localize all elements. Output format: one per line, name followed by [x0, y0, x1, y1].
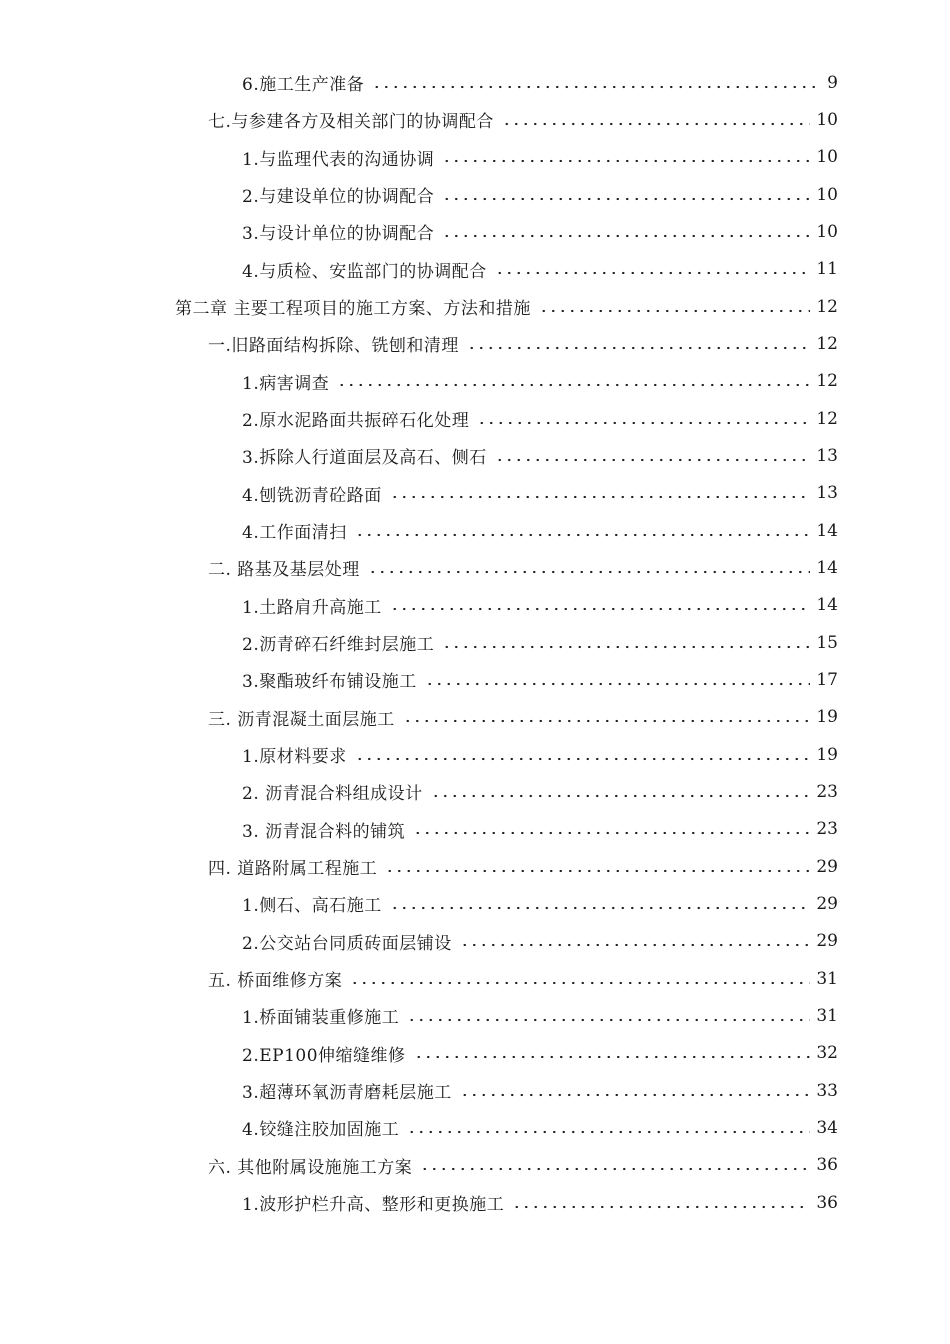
toc-entry-page-number: 29 — [816, 856, 838, 877]
dot-leader — [467, 346, 810, 350]
toc-entry-page-number: 36 — [816, 1155, 838, 1176]
dot-leader — [390, 906, 811, 910]
toc-entry-page-number: 12 — [816, 333, 838, 354]
toc-entry-page-number: 14 — [816, 595, 838, 616]
dot-leader — [460, 1093, 811, 1097]
toc-entry-page-number: 23 — [816, 781, 838, 802]
toc-entry-title: 第二章 主要工程项目的施工方案、方法和措施 — [175, 299, 531, 320]
toc-entry-page-number: 29 — [816, 893, 838, 914]
toc-entry-page-number: 29 — [816, 931, 838, 952]
toc-entry-page-number: 14 — [816, 557, 838, 578]
toc-entry-page-number: 10 — [816, 147, 838, 168]
toc-entry[interactable] — [0, 325, 950, 362]
toc-entry-title: 3.与设计单位的协调配合 — [242, 224, 435, 245]
toc-entry-title: 1.病害调查 — [242, 373, 330, 394]
dot-leader — [385, 869, 810, 873]
dot-leader — [442, 159, 810, 163]
dot-leader — [403, 719, 811, 723]
toc-entry-title: 2.沥青碎石纤维封层施工 — [242, 635, 435, 656]
dot-leader — [355, 757, 811, 761]
dot-leader — [337, 383, 810, 387]
toc-entry-title: 五. 桥面维修方案 — [208, 971, 343, 992]
toc-entry[interactable] — [0, 437, 950, 474]
toc-entry-title: 2.原水泥路面共振碎石化处理 — [242, 411, 470, 432]
toc-entry-page-number: 11 — [816, 259, 838, 280]
toc-entry-page-number: 10 — [816, 109, 838, 130]
toc-entry-title: 2.与建设单位的协调配合 — [242, 187, 435, 208]
toc-entry[interactable] — [0, 1184, 950, 1221]
toc-entry-page-number: 9 — [827, 72, 838, 93]
toc-entry[interactable] — [0, 1147, 950, 1184]
toc-entry[interactable] — [0, 139, 950, 176]
dot-leader — [407, 1018, 810, 1022]
dot-leader — [512, 1205, 810, 1209]
toc-entry-title: 4.刨铣沥青砼路面 — [242, 485, 382, 506]
toc-entry-title: 2. 沥青混合料组成设计 — [242, 784, 423, 805]
toc-entry-title: 4.铰缝注胶加固施工 — [242, 1120, 400, 1141]
toc-entry-page-number: 33 — [816, 1080, 838, 1101]
toc-entry[interactable] — [0, 661, 950, 698]
toc-entry-page-number: 12 — [816, 371, 838, 392]
dot-leader — [495, 458, 811, 462]
dot-leader — [350, 981, 810, 985]
toc-entry[interactable] — [0, 885, 950, 922]
dot-leader — [355, 533, 811, 537]
toc-entry-title: 1.波形护栏升高、整形和更换施工 — [242, 1195, 505, 1215]
toc-entry-page-number: 13 — [816, 483, 838, 504]
dot-leader — [372, 85, 821, 89]
toc-entry[interactable] — [0, 475, 950, 512]
toc-entry[interactable] — [0, 549, 950, 586]
toc-entry-page-number: 23 — [816, 819, 838, 840]
toc-entry[interactable] — [0, 363, 950, 400]
dot-leader — [413, 831, 810, 835]
toc-entry[interactable] — [0, 251, 950, 288]
dot-leader — [431, 794, 811, 798]
toc-entry-title: 1.与监理代表的沟通协调 — [242, 149, 435, 170]
toc-entry-page-number: 32 — [816, 1043, 838, 1064]
dot-leader — [460, 943, 811, 947]
toc-entry-title: 4.与质检、安监部门的协调配合 — [242, 261, 487, 282]
toc-entry-title: 1.土路肩升高施工 — [242, 597, 382, 618]
dot-leader — [425, 682, 811, 686]
toc-entry[interactable] — [0, 960, 950, 997]
dot-leader — [539, 309, 810, 313]
dot-leader — [420, 1167, 810, 1171]
toc-entry-title: 3.拆除人行道面层及高石、侧石 — [242, 448, 487, 469]
dot-leader — [477, 421, 810, 425]
toc-entry[interactable] — [0, 101, 950, 138]
toc-entry-page-number: 17 — [816, 669, 838, 690]
toc-entry-title: 一.旧路面结构拆除、铣刨和清理 — [208, 336, 459, 357]
dot-leader — [414, 1055, 811, 1059]
toc-entry[interactable] — [0, 288, 950, 325]
toc-entry-page-number: 19 — [816, 744, 838, 765]
toc-entry-page-number: 14 — [816, 520, 838, 541]
toc-entry[interactable] — [0, 587, 950, 624]
toc-entry[interactable] — [0, 1035, 950, 1072]
toc-entry-page-number: 12 — [816, 408, 838, 429]
toc-entry[interactable] — [0, 736, 950, 773]
toc-entry-page-number: 15 — [816, 632, 838, 653]
toc-entry[interactable] — [0, 1109, 950, 1146]
toc-entry-title: 2.公交站台同质砖面层铺设 — [242, 933, 452, 954]
dot-leader — [390, 495, 811, 499]
dot-leader — [442, 234, 810, 238]
toc-entry[interactable] — [0, 400, 950, 437]
toc-entry[interactable] — [0, 699, 950, 736]
toc-entry[interactable] — [0, 512, 950, 549]
toc-entry-page-number: 19 — [816, 707, 838, 728]
toc-entry[interactable] — [0, 811, 950, 848]
toc-entry-page-number: 31 — [816, 1005, 838, 1026]
toc-entry-page-number: 10 — [816, 221, 838, 242]
toc-entry-title: 3.超薄环氧沥青磨耗层施工 — [242, 1083, 452, 1104]
toc-entry[interactable] — [0, 848, 950, 885]
toc-entry-title: 6.施工生产准备 — [242, 75, 365, 96]
toc-entry-page-number: 31 — [816, 968, 838, 989]
toc-entry-page-number: 10 — [816, 184, 838, 205]
toc-entry-title: 1.桥面铺装重修施工 — [242, 1008, 400, 1029]
toc-entry-page-number: 13 — [816, 445, 838, 466]
dot-leader — [495, 271, 811, 275]
dot-leader — [390, 607, 811, 611]
toc-entry-title: 三. 沥青混凝土面层施工 — [208, 709, 395, 730]
toc-entry-title: 2.EP100伸缩缝维修 — [242, 1045, 406, 1066]
toc-entry-title: 4.工作面清扫 — [242, 523, 347, 544]
toc-entry-title: 3.聚酯玻纤布铺设施工 — [242, 672, 417, 693]
toc-entry-title: 六. 其他附属设施施工方案 — [208, 1157, 413, 1178]
toc-entry[interactable] — [0, 1072, 950, 1109]
toc-entry-page-number: 36 — [816, 1192, 838, 1213]
dot-leader — [442, 197, 810, 201]
toc-entry-page-number: 34 — [816, 1117, 838, 1138]
toc-entry-title: 1.侧石、高石施工 — [242, 896, 382, 917]
table-of-contents — [0, 64, 950, 1221]
toc-entry-title: 1.原材料要求 — [242, 747, 347, 768]
dot-leader — [368, 570, 811, 574]
toc-entry-title: 3. 沥青混合料的铺筑 — [242, 821, 406, 842]
toc-entry[interactable] — [0, 923, 950, 960]
dot-leader — [442, 645, 810, 649]
toc-entry[interactable] — [0, 64, 950, 101]
toc-entry[interactable] — [0, 624, 950, 661]
toc-entry[interactable] — [0, 176, 950, 213]
dot-leader — [502, 122, 810, 126]
toc-entry-title: 七.与参建各方及相关部门的协调配合 — [208, 112, 494, 133]
toc-entry-title: 四. 道路附属工程施工 — [208, 859, 378, 880]
toc-entry[interactable] — [0, 773, 950, 810]
toc-entry-title: 二. 路基及基层处理 — [208, 560, 360, 581]
toc-entry[interactable] — [0, 997, 950, 1034]
dot-leader — [407, 1130, 810, 1134]
toc-entry[interactable] — [0, 213, 950, 250]
toc-entry-page-number: 12 — [816, 296, 838, 317]
